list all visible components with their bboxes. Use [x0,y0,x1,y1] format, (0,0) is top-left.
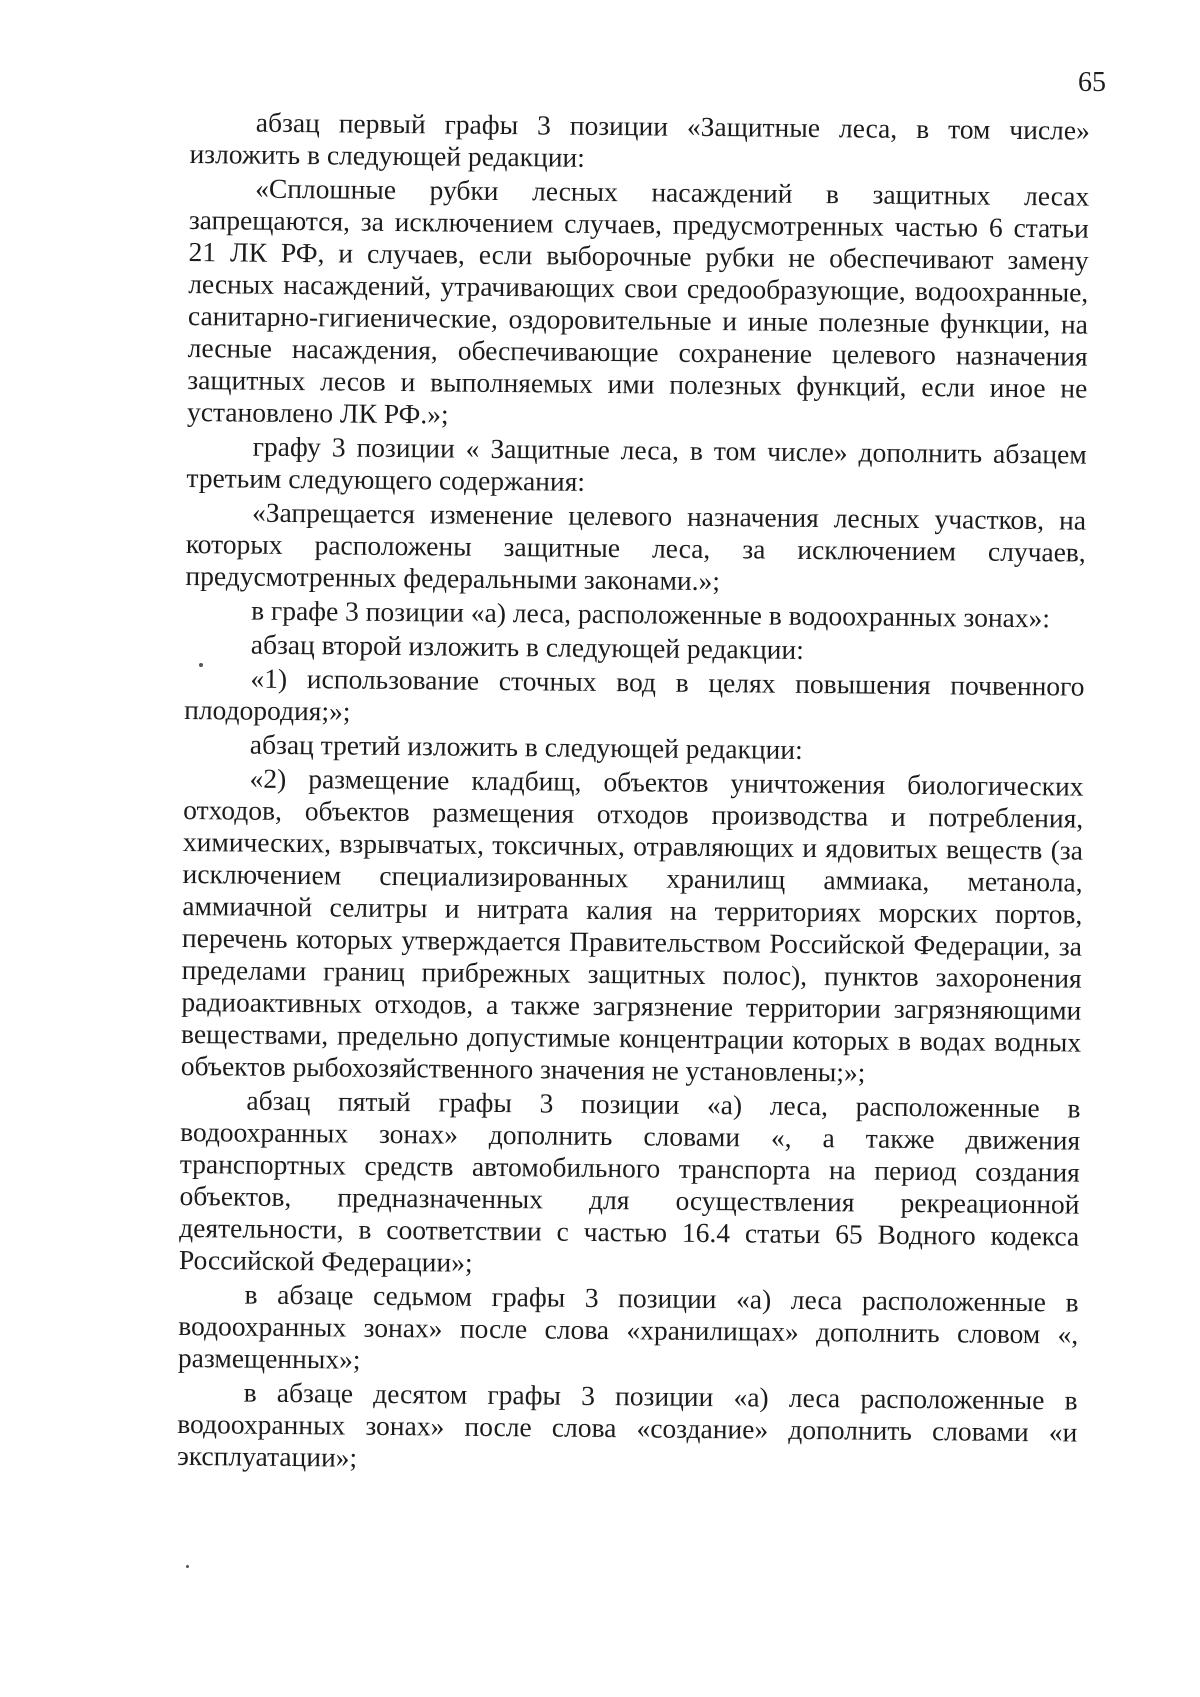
paragraph-4: «Запрещается изменение целевого назначения лесных участков, на которых расположены защитные леса, за исключением случаев, предусмотренных федеральными законами.»; [185,496,1087,597]
paragraph-7: «1) использование сточных вод в целях повышения почвенного плодородия;»; [184,662,1085,727]
scan-speck [186,1565,189,1568]
scan-speck [199,663,203,667]
paragraph-5: в графе 3 позиции «а) леса, расположенные в водоохранных зонах»: [251,594,1051,634]
page-number: 65 [1078,67,1106,98]
paragraph-12: в абзаце десятом графы 3 позиции «а) леса расположенные в водоохранных зонах» после слова «создание» дополнить словами «и эксплуатации»; [176,1376,1078,1473]
paragraph-9: «2) размещение кладбищ, объектов уничтожения биологических отходов, объектов размещения отходов производства и потребления, химических, взрывчатых, токсичных, отравляющих и ядовитых веществ (за исключением специализированных хранилищ аммиака, метанола, аммиачной селитры и нитрата калия на территориях морских портов, перечень которых утверждается Правительством Российской Федерации, за пределами границ прибрежных защитных полос), пунктов захоронения радиоактивных отходов, а также загрязнение территории загрязняющими веществами, предельно допустимые концентрации которых в водах водных объектов рыбохозяйственного значения не установлены;»; [180,762,1084,1088]
paragraph-6: абзац второй изложить в следующей редакции: [250,628,804,665]
paragraph-1: абзац первый графы 3 позиции «Защитные леса, в том числе» изложить в следующей редакции: [189,106,1090,173]
body-text [177,106,1090,1483]
paragraph-3: графу 3 позиции « Защитные леса, в том числе» дополнить абзацем третьим следующего содержания: [186,430,1087,497]
paragraph-8: абзац третий изложить в следующей редакции: [249,728,803,765]
paragraph-10: абзац пятый графы 3 позиции «а) леса, расположенные в водоохранных зонах» дополнить словами «, а также движения транспортных средств автомобильного транспорта на период создания объектов, предназначенных для осуществления рекреационной деятельности, в соответствии с частью 16.4 статьи 65 Водного кодекса Российской Федерации»; [178,1084,1081,1278]
paragraph-2: «Сплошные рубки лесных насаждений в защитных лесах запрещаются, за исключением случаев, предусмотренных частью 6 статьи 21 ЛК РФ, и случаев, если выборочные рубки не обеспечивают замену лесных насаждений, утрачивающих свои средообразующие, водоохранные, санитарно-гигиенические, оздоровительные и иные полезные функции, на лесные насаждения, обеспечивающие сохранение целевого назначения защитных лесов и выполняемых ими полезных функций, если иное не установлено ЛК РФ.»; [186,172,1090,430]
paragraph-11: в абзаце седьмом графы 3 позиции «а) леса расположенные в водоохранных зонах» после слова «хранилищах» дополнить словом «, размещенных»; [177,1278,1079,1375]
